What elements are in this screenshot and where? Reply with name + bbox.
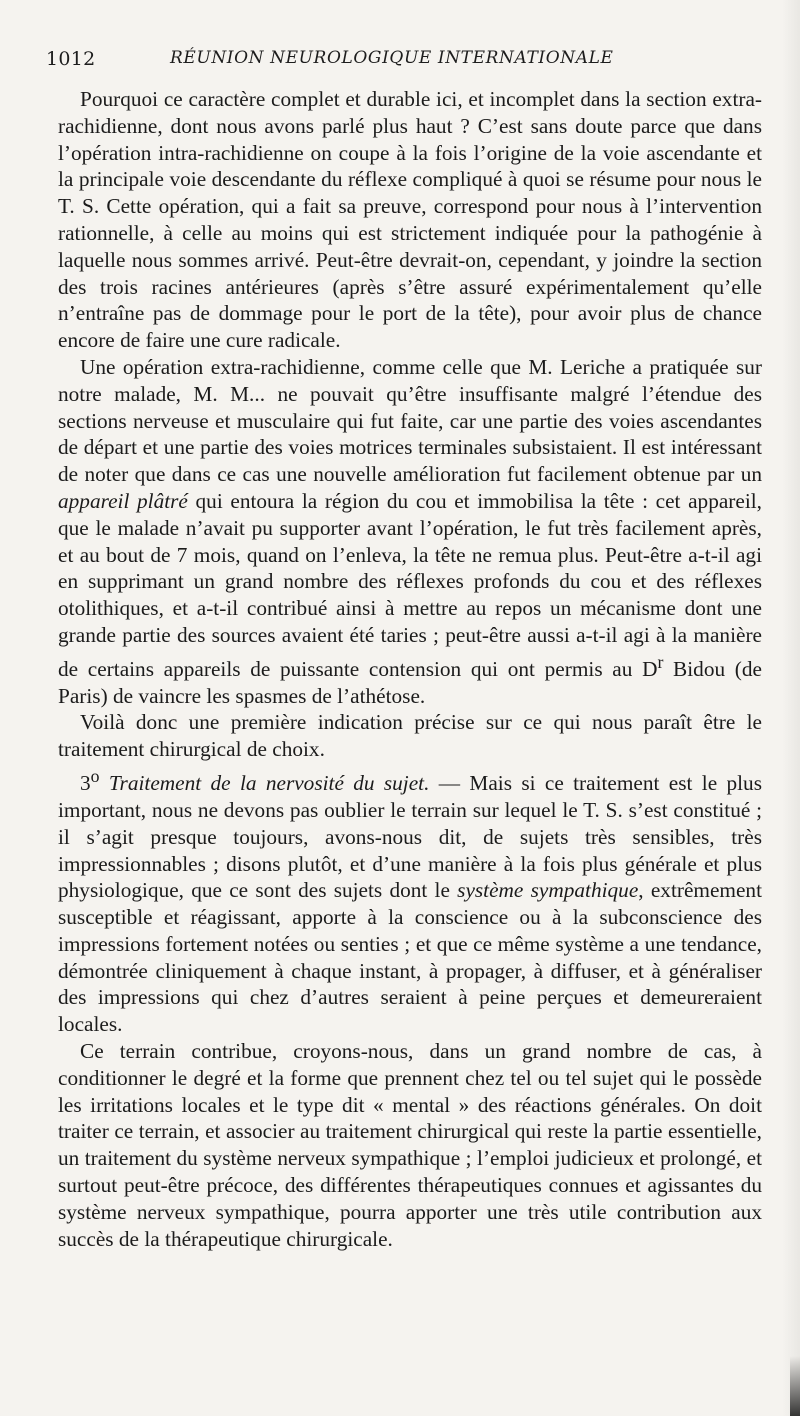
- paragraph-4: [58, 763, 762, 1038]
- section-heading: Traitement de la nervosité du sujet.: [108, 771, 430, 796]
- page-corner-mark: [790, 1356, 800, 1416]
- running-title: RÉUNION NEUROLOGIQUE INTERNATIONALE: [170, 48, 614, 68]
- paragraph-2-tail: Bidou (de Paris) de vaincre les spasmes de l’athétose.: [58, 656, 762, 708]
- page-header: [46, 48, 646, 76]
- paragraph-1: Pourquoi ce caractère complet et durable ici, et incomplet dans la section extra-rachidienne, dont nous avons parlé plus haut ? C’est sans doute parce que dans l’opération intra-rachidienne on coupe à la fois l’origine de la voie ascendante et la principale voie descendante du réflexe compliqué à quoi se résume pour nous le T. S. Cette opération, qui a fait sa preuve, correspond pour nous à l’intervention rationnelle, à celle au moins qui est strictement indiquée pour la pathogénie à laquelle nous sommes arrivé. Peut-être devrait-on, cependant, y joindre la section des trois racines antérieures (après s’être assuré expérimentalement qu’elle n’entraîne pas de dommage pour le port de la tête), pour avoir plus de chance encore de faire une cure radicale.: [58, 87, 762, 353]
- paragraph-2: [58, 354, 762, 709]
- paragraph-4-emphasis: système sympathique: [457, 878, 639, 903]
- page-number: 1012: [46, 48, 96, 70]
- paragraph-2-text-cont: qui entoura la région du cou et immobilisa la tête : cet appareil, que le malade n’avait pu supporter avant l’opération, le fut très facilement après, et au bout de 7 mois, quand on l’enleva, la tête ne remua plus. Peut-être a-t-il agi en supprimant un grand nombre des réflexes profonds du cou et des réflexes otolithiques, et a-t-il contribué ainsi à mettre au repos un mécanisme dont une grande partie des sources avaient été taries ; peut-être aussi a-t-il agi à la manière de certains appareils de puissante contension qui ont permis au D: [58, 488, 762, 681]
- body-text: [58, 86, 762, 1252]
- paragraph-2-text: Une opération extra-rachidienne, comme celle que M. Leriche a pratiquée sur notre malade, M. M... ne pouvait qu’être insuffisante malgré l’étendue des sections nerveuse et musculaire qui fut faite, car une partie des voies ascendantes de départ et une partie des voies motrices terminales subsistaient. Il est intéressant de noter que dans ce cas une nouvelle amélioration fut facilement obtenue par un: [58, 354, 762, 487]
- paragraph-4-text-cont: , extrêmement susceptible et réagissant, apporte à la conscience ou à la subconscience des impressions fortement notées ou senties ; et que ce même système a une tendance, démontrée cliniquement à chaque instant, à propager, à diffuser, et à généraliser des impressions qui chez d’autres seraient à peine perçues et demeureraient locales.: [58, 878, 763, 1037]
- page-edge-shadow: [782, 0, 800, 1416]
- doctor-abbrev-superscript: r: [657, 651, 664, 672]
- paragraph-3: Voilà donc une première indication précise sur ce qui nous paraît être le traitement chirurgical de choix.: [58, 710, 762, 762]
- section-number-superscript: o: [90, 766, 100, 787]
- paragraph-2-emphasis: appareil plâtré: [58, 488, 188, 513]
- section-number: 3: [80, 771, 91, 796]
- paragraph-5: Ce terrain contribue, croyons-nous, dans un grand nombre de cas, à conditionner le degré et la forme que prennent chez tel ou tel sujet qui le possède les irritations locales et le type dit « mental » des réactions générales. On doit traiter ce terrain, et associer au traitement chirurgical qui reste la partie essentielle, un traitement du système nerveux sympathique ; l’emploi judicieux et prolongé, et surtout peut-être précoce, des différentes thérapeutiques connues et agissantes du système nerveux sympathique, pourra apporter une très utile contribution aux succès de la thérapeutique chirurgicale.: [58, 1039, 762, 1251]
- paragraph-4-text: — Mais si ce traitement est le plus important, nous ne devons pas oublier le terrain sur lequel le T. S. s’est constitué ; il s’agit presque toujours, avons-nous dit, de sujets très sensibles, très impressionnables ; disons plutôt, et d’une manière à la fois plus générale et plus physiologique, que ce sont des sujets dont le: [58, 771, 762, 903]
